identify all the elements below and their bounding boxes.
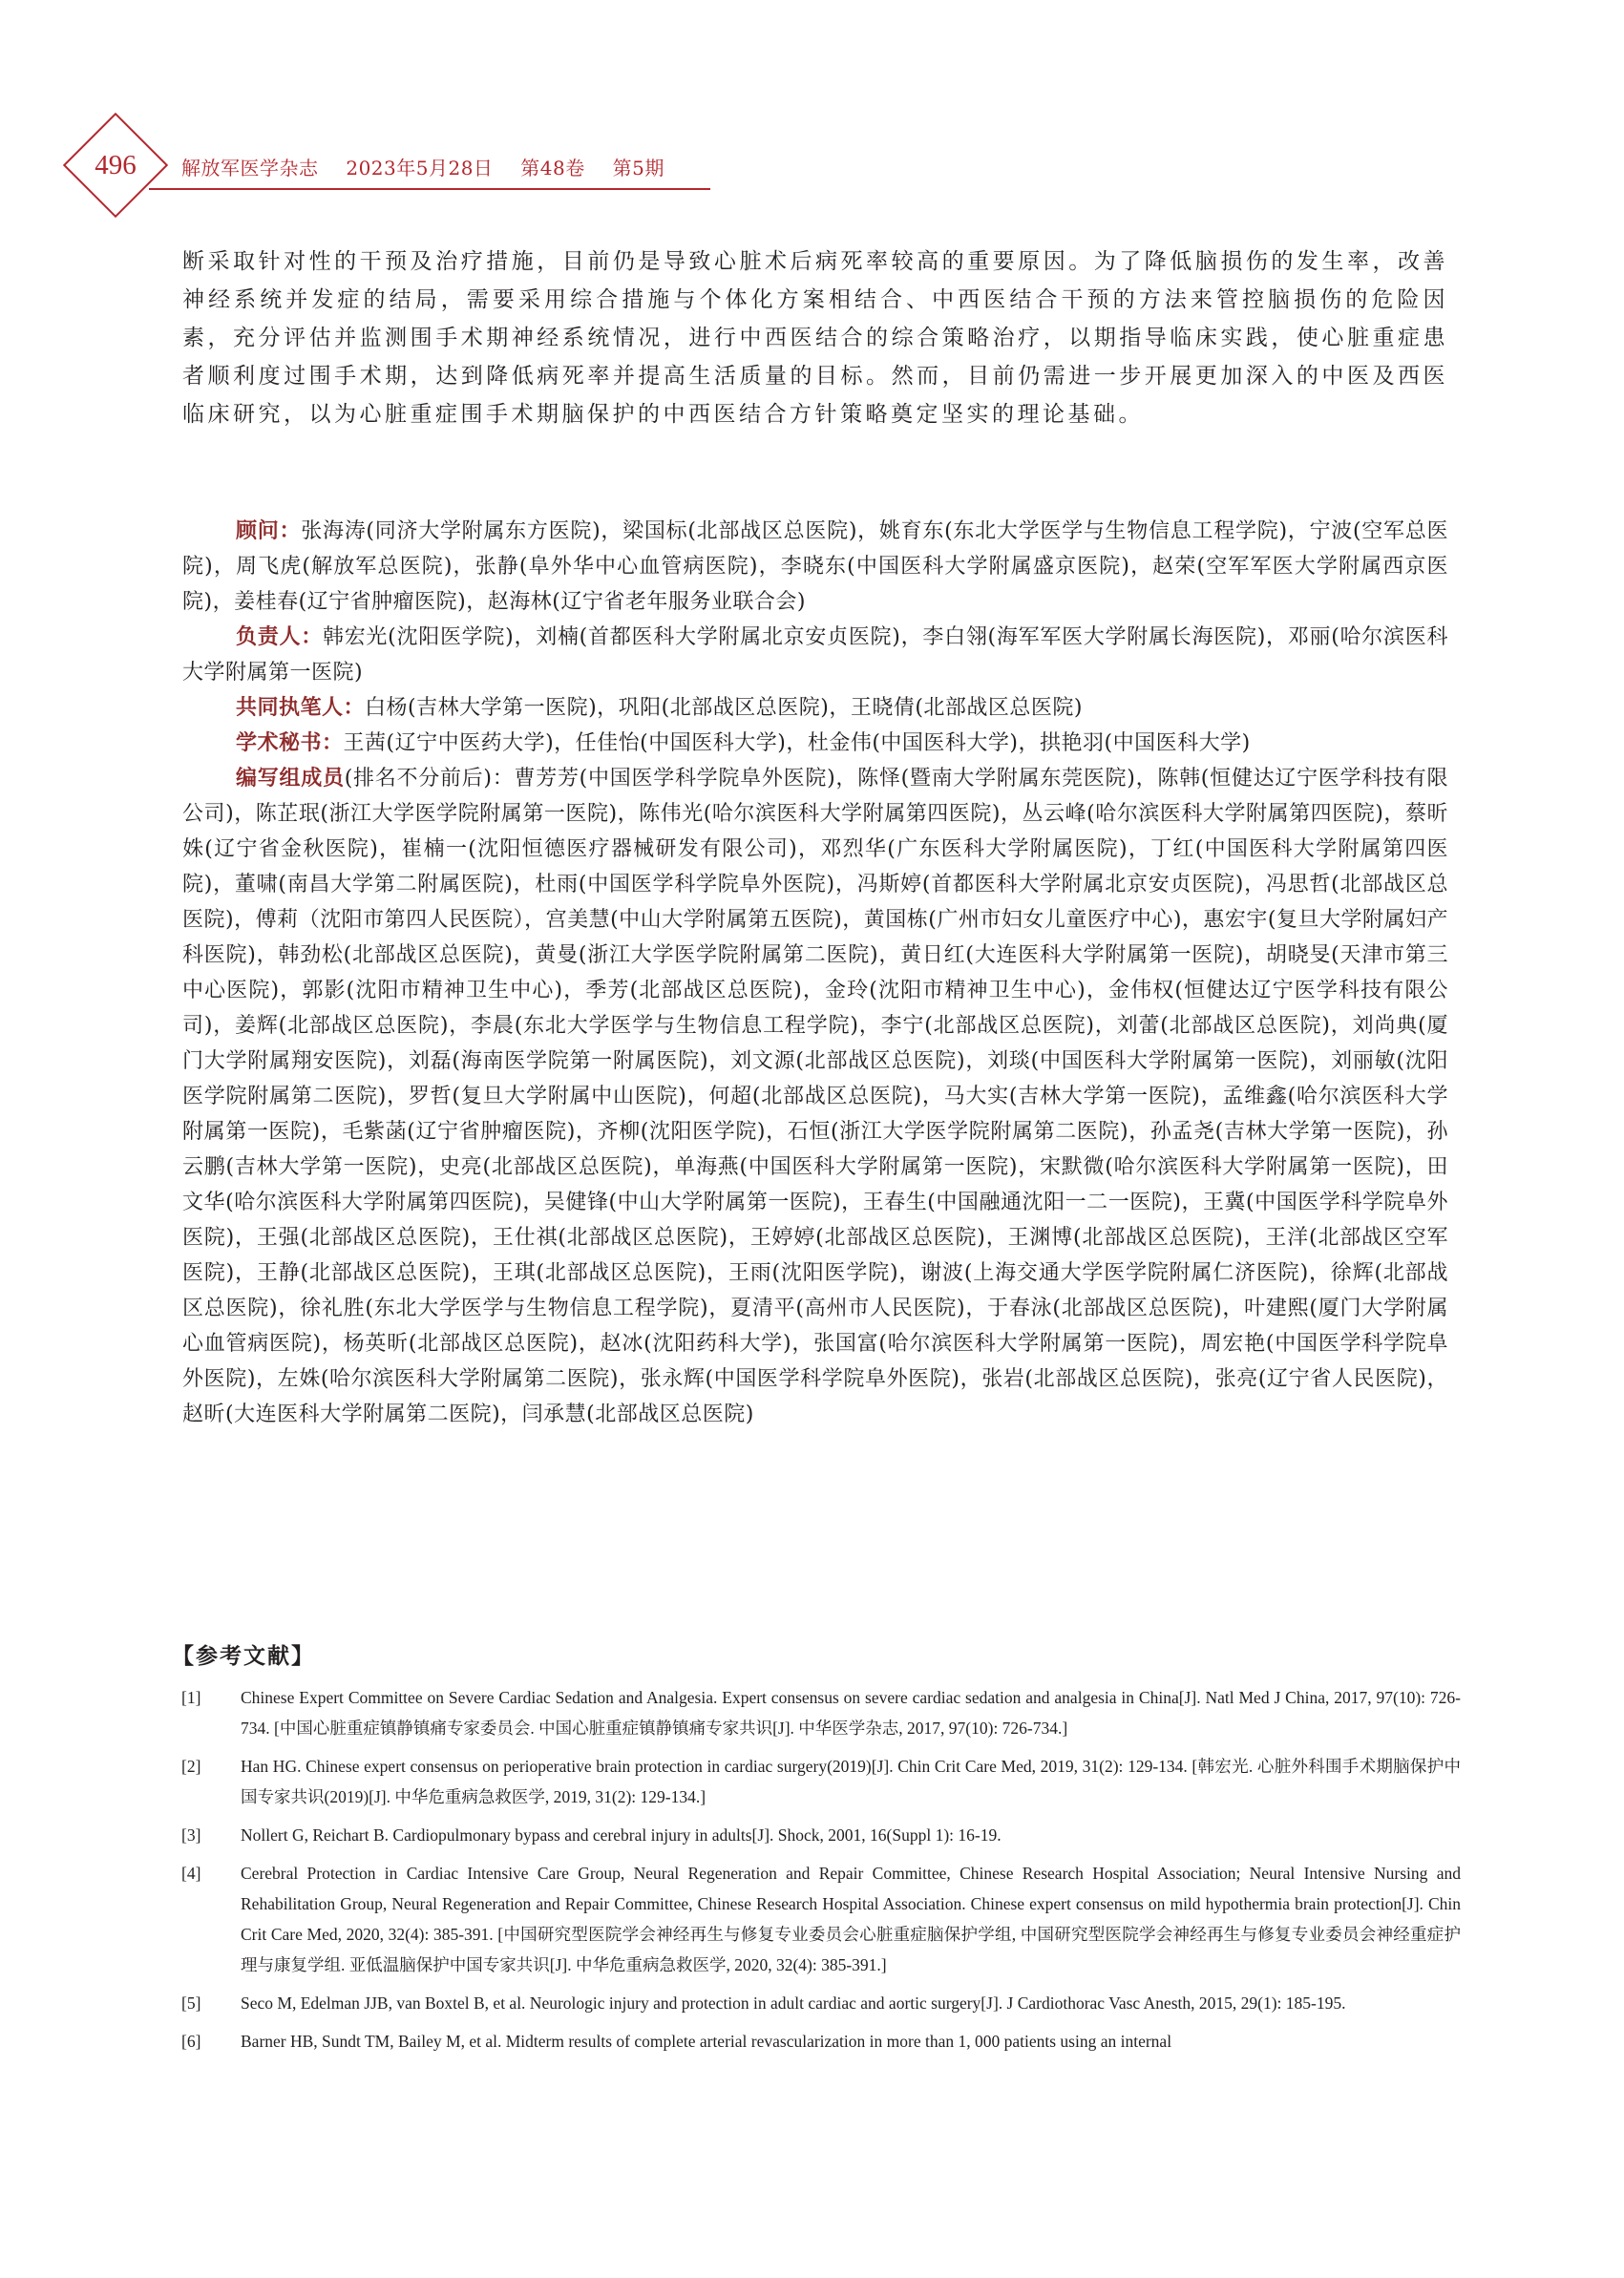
contributor-group-advisors	[182, 514, 1448, 620]
contributor-role: 编写组成员	[236, 766, 345, 791]
reference-number: [1]	[181, 1688, 201, 1707]
reference-item	[181, 2026, 1461, 2057]
publication-date: 2023年5月28日	[346, 157, 494, 179]
contributor-role: 负责人：	[236, 624, 323, 649]
reference-number: [4]	[181, 1864, 201, 1883]
contributors-section	[182, 514, 1448, 1432]
reference-item	[181, 1988, 1461, 2018]
reference-text: Chinese Expert Committee on Severe Cardiac Sedation and Analgesia. Expert consensus on severe cardiac sedation and analgesia in China[J]. Natl Med J China, 2017, 97(10): 726-734. [中国心脏重症镇静镇痛专家委员会. 中国心脏重症镇静镇痛专家共识[J]. 中华医学杂志, 2017, 97(10): 726-734.]	[241, 1688, 1461, 1738]
contributor-role: 学术秘书：	[236, 730, 344, 755]
intro-paragraph: 断采取针对性的干预及治疗措施，目前仍是导致心脏术后病死率较高的重要原因。为了降低脑损伤的发生率，改善神经系统并发症的结局，需要采用综合措施与个体化方案相结合、中西医结合干预的方法来管控脑损伤的危险因素，充分评估并监测围手术期神经系统情况，进行中西医结合的综合策略治疗，以期指导临床实践，使心脏重症患者顺利度过围手术期，达到降低病死率并提高生活质量的目标。然而，目前仍需进一步开展更加深入的中医及西医临床研究，以为心脏重症围手术期脑保护的中西医结合方针策略奠定坚实的理论基础。	[182, 249, 1448, 427]
reference-list	[181, 1682, 1461, 2064]
page-number: 496	[95, 150, 137, 180]
contributor-group-co-authors	[182, 690, 1448, 726]
contributor-role: 共同执笔人：	[236, 695, 366, 720]
reference-text: Barner HB, Sundt TM, Bailey M, et al. Midterm results of complete arterial revascularization in more than 1, 000 patients using an internal	[241, 2032, 1172, 2051]
reference-item	[181, 1858, 1461, 1980]
reference-number: [3]	[181, 1825, 201, 1845]
reference-text: Seco M, Edelman JJB, van Boxtel B, et al. Neurologic injury and protection in adult cardiac and aortic surgery[J]. J Cardiothorac Vasc Anesth, 2015, 29(1): 185-195.	[241, 1993, 1346, 2013]
reference-item	[181, 1751, 1461, 1812]
issue: 第5期	[612, 157, 664, 179]
contributor-names: 白杨(吉林大学第一医院)，巩阳(北部战区总医院)，王晓倩(北部战区总医院)	[365, 696, 1084, 720]
reference-item	[181, 1820, 1461, 1850]
volume: 第48卷	[520, 157, 585, 179]
contributor-names: (排名不分前后)：曹芳芳(中国医学科学院阜外医院)，陈怿(暨南大学附属东莞医院)，陈韩(恒健达辽宁医学科技有限公司)，陈芷珉(浙江大学医学院附属第一医院)，陈伟光(哈尔滨医科大学附属第四医院)，丛云峰(哈尔滨医科大学附属第四医院)，蔡昕姝(辽宁省金秋医院)，崔楠一(沈阳恒德医疗器械研发有限公司)，邓烈华(广东医科大学附属医院)，丁红(中国医科大学附属第四医院)，董啸(南昌大学第二附属医院)，杜雨(中国医学科学院阜外医院)，冯斯婷(首都医科大学附属北京安贞医院)，冯思哲(北部战区总医院)，傅莉（沈阳市第四人民医院），宫美慧(中山大学附属第五医院)，黄国栋(广州市妇女儿童医疗中心)，惠宏宇(复旦大学附属妇产科医院)，韩劲松(北部战区总医院)，黄曼(浙江大学医学院附属第二医院)，黄日红(大连医科大学附属第一医院)，胡晓旻(天津市第三中心医院)，郭影(沈阳市精神卫生中心)，季芳(北部战区总医院)，金玲(沈阳市精神卫生中心)，金伟权(恒健达辽宁医学科技有限公司)，姜辉(北部战区总医院)，李晨(东北大学医学与生物信息工程学院)，李宁(北部战区总医院)，刘蕾(北部战区总医院)，刘尚典(厦门大学附属翔安医院)，刘磊(海南医学院第一附属医院)，刘文源(北部战区总医院)，刘琰(中国医科大学附属第一医院)，刘丽敏(沈阳医学院附属第二医院)，罗哲(复旦大学附属中山医院)，何超(北部战区总医院)，马大实(吉林大学第一医院)，孟维鑫(哈尔滨医科大学附属第一医院)，毛紫菡(辽宁省肿瘤医院)，齐柳(沈阳医学院)，石恒(浙江大学医学院附属第二医院)，孙孟尧(吉林大学第一医院)，孙云鹏(吉林大学第一医院)，史亮(北部战区总医院)，单海燕(中国医科大学附属第一医院)，宋默微(哈尔滨医科大学附属第一医院)，田文华(哈尔滨医科大学附属第四医院)，吴健锋(中山大学附属第一医院)，王春生(中国融通沈阳一二一医院)，王冀(中国医学科学院阜外医院)，王强(北部战区总医院)，王仕祺(北部战区总医院)，王婷婷(北部战区总医院)，王渊博(北部战区总医院)，王洋(北部战区空军医院)，王静(北部战区总医院)，王琪(北部战区总医院)，王雨(沈阳医学院)，谢波(上海交通大学医学院附属仁济医院)，徐辉(北部战区总医院)，徐礼胜(东北大学医学与生物信息工程学院)，夏清平(高州市人民医院)，于春泳(北部战区总医院)，叶建熙(厦门大学附属心血管病医院)，杨英昕(北部战区总医院)，赵冰(沈阳药科大学)，张国富(哈尔滨医科大学附属第一医院)，周宏艳(中国医学科学院阜外医院)，左姝(哈尔滨医科大学附属第二医院)，张永辉(中国医学科学院阜外医院)，张岩(北部战区总医院)，张亮(辽宁省人民医院)，赵昕(大连医科大学附属第二医院)，闫承慧(北部战区总医院)	[182, 767, 1449, 1426]
reference-text: Cerebral Protection in Cardiac Intensive Care Group, Neural Regeneration and Repair Committee, Chinese Research Hospital Association; Neural Intensive Nursing and Rehabilitation Group, Neural Regeneration and Repair Committee, Chinese Research Hospital Association. Chinese expert consensus on mild hypothermia brain protection[J]. Chin Crit Care Med, 2020, 32(4): 385-391. [中国研究型医院学会神经再生与修复专业委员会心脏重症脑保护学组, 中国研究型医院学会神经再生与修复专业委员会神经重症护理与康复学组. 亚低温脑保护中国专家共识[J]. 中华危重病急救医学, 2020, 32(4): 385-391.]	[241, 1864, 1461, 1974]
contributor-names: 韩宏光(沈阳医学院)，刘楠(首都医科大学附属北京安贞医院)，李白翎(海军军医大学附属长海医院)，邓丽(哈尔滨医科大学附属第一医院)	[182, 625, 1448, 685]
contributor-names: 王茜(辽宁中医药大学)，任佳怡(中国医科大学)，杜金伟(中国医科大学)，拱艳羽(中国医科大学)	[343, 731, 1251, 755]
contributor-group-members	[182, 761, 1448, 1432]
reference-number: [2]	[181, 1757, 201, 1776]
reference-number: [5]	[181, 1993, 201, 2013]
journal-title: 解放军医学杂志	[181, 157, 319, 179]
reference-number: [6]	[181, 2032, 201, 2051]
page-header	[0, 0, 1624, 220]
contributor-role: 顾问：	[236, 518, 302, 543]
contributor-group-secretaries	[182, 726, 1448, 761]
journal-info	[181, 153, 685, 180]
contributor-names: 张海涛(同济大学附属东方医院)，梁国标(北部战区总医院)，姚育东(东北大学医学与生物信息工程学院)，宁波(空军总医院)，周飞虎(解放军总医院)，张静(阜外华中心血管病医院)，李晓东(中国医科大学附属盛京医院)，赵荣(空军军医大学附属西京医院)，姜桂春(辽宁省肿瘤医院)，赵海林(辽宁省老年服务业联合会)	[182, 519, 1448, 614]
reference-text: Han HG. Chinese expert consensus on perioperative brain protection in cardiac surgery(2019)[J]. Chin Crit Care Med, 2019, 31(2): 129-134. [韩宏光. 心脏外科围手术期脑保护中国专家共识(2019)[J]. 中华危重病急救医学, 2019, 31(2): 129-134.]	[241, 1757, 1461, 1806]
reference-item	[181, 1682, 1461, 1743]
header-rule	[149, 188, 710, 190]
contributor-group-leaders	[182, 620, 1448, 690]
reference-text: Nollert G, Reichart B. Cardiopulmonary bypass and cerebral injury in adults[J]. Shock, 2001, 16(Suppl 1): 16-19.	[241, 1825, 1002, 1845]
references-heading: 【参考文献】	[172, 1643, 315, 1669]
